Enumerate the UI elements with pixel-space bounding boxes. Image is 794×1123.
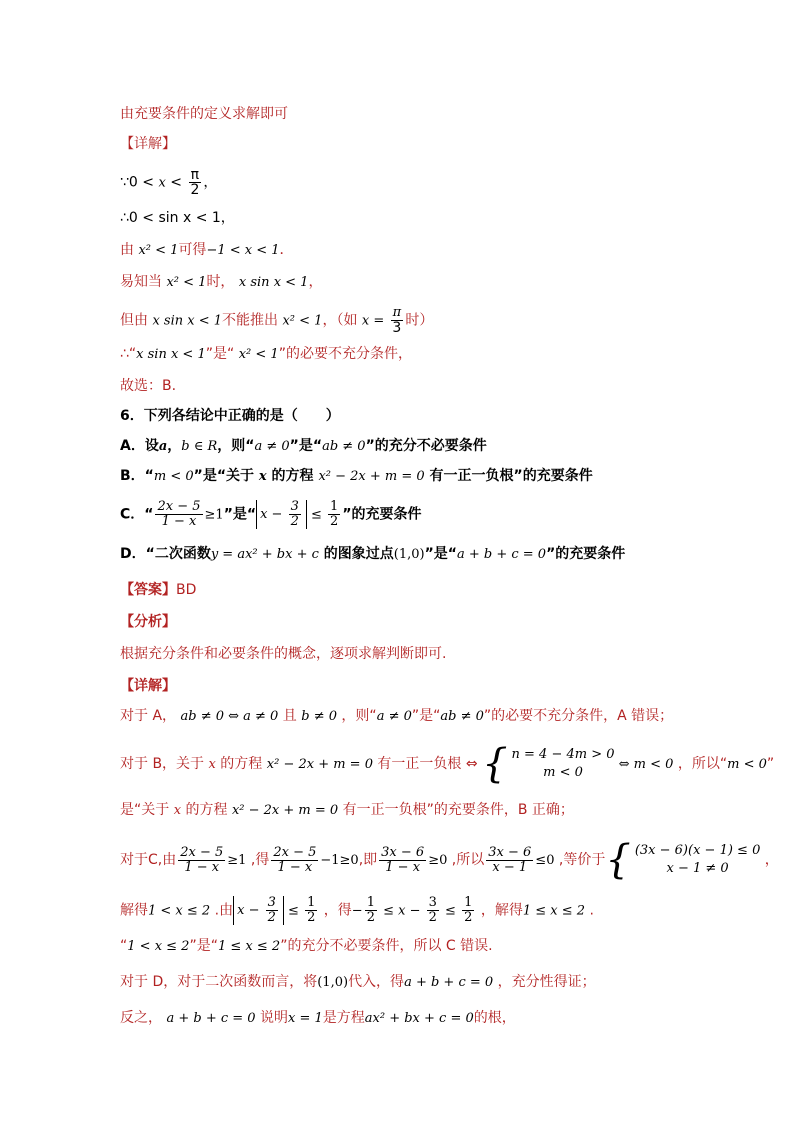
solution-d-cont: 反之， a + b + c = 0 说明x = 1是方程ax² + bx + c = 0的根， (120, 1010, 516, 1026)
answer-line: 【答案】BD (120, 582, 197, 598)
section-heading-analysis: 【分析】 (120, 614, 176, 630)
solution-d: 对于 D，对于二次函数而言，将(1,0)代入，得a + b + c = 0 ，充分性得证； (120, 974, 596, 990)
math-line: ∴0 < sin x < 1， (120, 210, 235, 226)
section-heading-detail: 【详解】 (120, 678, 176, 694)
option-d: D．“二次函数y = ax² + bx + c 的图象过点(1,0)”是“a + b + c = 0”的充要条件 (120, 546, 626, 562)
solution-b-cont: 是“关于 x 的方程 x² − 2x + m = 0 有一正一负根”的充要条件，B 正确； (120, 802, 574, 818)
option-c: C．“ $\frac{2x - 5}{1 - x}$ ≥1”是“ x − $\frac{3}{2}$ ≤ $\frac{1}{2}$ ”的充要条件 (120, 499, 422, 529)
text-line: 由充要条件的定义求解即可 (120, 106, 288, 122)
text-line: ∴“x sin x < 1”是“ x² < 1”的必要不充分条件， (120, 346, 412, 362)
option-a: A．设a，b ∈ R，则“a ≠ 0”是“ab ≠ 0”的充分不必要条件 (120, 438, 487, 454)
question-title: 6．下列各结论中正确的是（ ） (120, 408, 340, 424)
text-line: 故选：B. (120, 378, 177, 394)
solution-a: 对于 A， ab ≠ 0 ⇔ a ≠ 0 且 b ≠ 0 ，则“a ≠ 0”是“ab ≠ 0”的必要不充分条件，A 错误； (120, 708, 674, 724)
text-line: 但由 x sin x < 1不能推出 x² < 1，（如 x = $\frac{\pi}{3}$ 时） (120, 305, 434, 336)
text-line: 由 x² < 1可得−1 < x < 1． (120, 242, 294, 258)
section-heading-detail: 【详解】 (120, 136, 176, 152)
math-line: ∵0 < x < $\frac{\pi}{2}$ ， (120, 167, 218, 198)
solution-b: 对于 B，关于 x 的方程 x² − 2x + m = 0 有一正一负根 ⇔ { n = 4 − 4m > 0 m < 0 ⇔ m < 0 ，所以“m < 0” (120, 741, 775, 787)
text-line: “1 < x ≤ 2”是“1 ≤ x ≤ 2”的充分不必要条件，所以 C 错误. (120, 938, 493, 954)
solution-c: 对于C,由 $\frac{2x - 5}{1 - x}$ ≥1 ,得 $\frac{2x - 5}{1 - x}$ −1≥0,即 $\frac{3x - 6}{1 - x}$ ≥0 ,所以 $\frac{3x - 6}{x - 1}$ ≤0 ,等价于 { (3x − 6)(x − 1) ≤ 0 x − 1 ≠ 0 ， (120, 837, 779, 883)
text-line: 易知当 x² < 1时， x sin x < 1， (120, 274, 323, 290)
text-line: 根据充分条件和必要条件的概念，逐项求解判断即可. (120, 646, 447, 662)
option-b: B．“m < 0”是“关于 x 的方程 x² − 2x + m = 0 有一正一负根”的充要条件 (120, 468, 593, 484)
solution-c-cont: 解得1 < x ≤ 2 .由 x − $\frac{3}{2}$ ≤ $\frac{1}{2}$ ，得− $\frac{1}{2}$ ≤ x − $\frac{3}{2}$ ≤ $\frac{1}{2}$ ，解得1 ≤ x ≤ 2 . (120, 895, 594, 925)
